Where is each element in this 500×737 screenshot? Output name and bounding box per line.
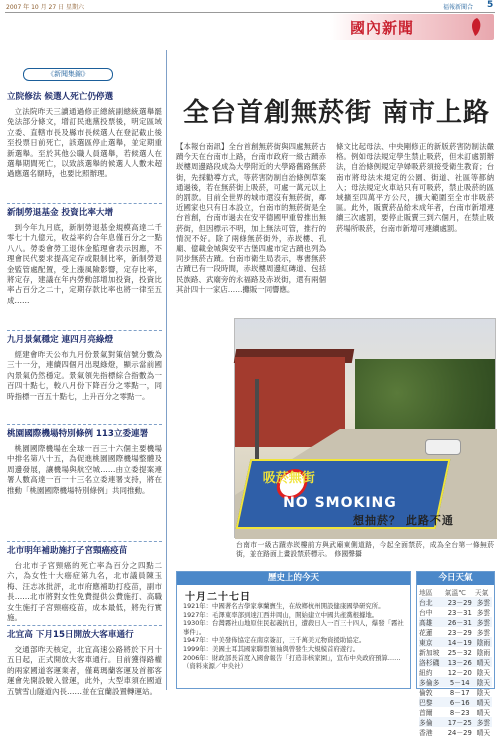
weather-temp: 13－26	[445, 657, 475, 667]
weather-city: 東京	[419, 637, 445, 647]
weather-city: 紐約	[419, 669, 433, 677]
weather-condition: 晴天	[476, 659, 491, 667]
digest-tag: 《新聞集錦》	[23, 68, 113, 81]
digest-title-6: 北宜高 下月15日開放大客車通行	[7, 630, 134, 640]
weather-city: 洛杉磯	[419, 657, 445, 667]
weather-row	[419, 617, 492, 627]
weather-row	[419, 627, 492, 637]
weather-condition: 多雲	[476, 619, 491, 627]
weather-header-region: 地區	[419, 589, 433, 597]
sign-english-text: NO SMOKING	[283, 495, 397, 511]
digest-title-4: 桃園國際機場特別條例 113立委連署	[7, 429, 149, 439]
weather-row	[419, 707, 492, 717]
history-title: 歷史上的今天	[177, 572, 410, 585]
history-list	[183, 602, 409, 671]
history-item: 1930年：台灣霧社山地原住民起義抗日，遭殺日人一百三十四人，爆發「霧社事件」。	[183, 619, 404, 636]
divider	[7, 203, 162, 204]
weather-row	[419, 657, 492, 667]
weather-city: 新加坡	[419, 649, 440, 657]
history-date: 十月二十七日	[185, 592, 251, 603]
weather-row	[419, 647, 492, 657]
weather-city: 台中	[419, 609, 433, 617]
weather-condition: 多雲	[476, 719, 491, 727]
weather-temp: 23－31	[447, 609, 472, 617]
article-narrow-column	[176, 266, 230, 562]
history-item: 2006年：財政部長首度入國會報告「打造非核家園」，宣布中央政府預算……（資料來源／中央社）	[183, 653, 401, 670]
weather-title: 今日天氣	[417, 572, 494, 585]
history-item: 1999年：美國土耳其國家聯盟領袖與曾發生大規模首府遊行。	[183, 645, 360, 654]
weather-box	[416, 571, 495, 737]
divider	[7, 625, 162, 626]
weather-condition: 晴天	[476, 699, 491, 707]
history-box	[176, 571, 411, 689]
weather-temp: 8－23	[449, 709, 470, 717]
weather-row	[419, 677, 492, 687]
photo-overlay-title: 想抽菸？ 此路不通	[353, 514, 454, 527]
divider	[7, 541, 162, 542]
weather-condition: 晴天	[476, 709, 491, 717]
publication-name: 福報新聞合	[443, 4, 474, 11]
digest-body-2: 到今年九月底，新制勞退基金規模高達二千零七十九億元，收益率約合年息僅百分之一點八八。勞委會勞工退休金監理會表示因應，不理會民代要求提高定存或限制比率，新制勞退金監管處配置，受上漲風險影響，定存比率，將定存，建議在年内勞動部增加投資，投資比率占百分之二十，定期存款比率也將一律至五成……	[7, 223, 162, 305]
weather-header-condition: 天氣	[474, 589, 489, 597]
digest-title-1: 立院修法 候選人死亡仍停選	[7, 92, 114, 102]
weather-row	[419, 637, 492, 647]
weather-condition: 陰天	[476, 689, 491, 697]
section-header	[330, 14, 494, 40]
weather-temp: 17－25	[445, 717, 475, 727]
weather-header-temp: 氣溫℃	[444, 589, 466, 597]
news-digest-column	[5, 60, 165, 696]
taiwan-map-icon	[468, 17, 484, 37]
car	[425, 439, 461, 455]
digest-title-5: 北市明年補助施打子宮頸癌疫苗	[7, 546, 128, 556]
weather-row	[419, 717, 492, 727]
weather-condition: 陰雨	[476, 649, 491, 657]
weather-row	[419, 697, 492, 707]
photo-caption: 台南市一級古蹟赤崁樓前方與武廟東側道路，今起全面禁菸，成為全台第一條無菸街，並在路面上畫設禁菸標示。 修國聲攝	[236, 541, 494, 559]
weather-city: 多倫多	[419, 677, 445, 687]
weather-temp: 23－29	[445, 597, 475, 607]
digest-title-3: 九月景氣穩定 連四月亮綠燈	[7, 335, 114, 345]
weather-city: 高雄	[419, 617, 445, 627]
weather-row	[419, 687, 492, 697]
weather-temp: 26－31	[445, 617, 475, 627]
weather-temp: 5－14	[445, 677, 475, 687]
weather-temp: 25－32	[447, 649, 472, 657]
history-item: 1921年：中國著名古學家拿蘭竇生，在故鄉杭州開設健康國學研究所。	[183, 602, 385, 610]
news-photo	[234, 318, 496, 538]
weather-row	[419, 607, 492, 617]
digest-body-3: 經建會昨天公布九月份景氣對策信號分數為三十一分，連續四個月出現綠燈，顯示當前國內景氣仍然穩定。景氣領先指標綜合指數為一百四十點七，較八月份下降百分之零點一，同時指標一百五十點七，上升百分之零點一。	[7, 350, 162, 401]
article-right-column: 條文比起母法、中央剛修正的新版菸害防制法嚴格。例如母法規定學生禁止吸菸，但未訂處罰辦法，自治條例規定孕婦吸菸須接受衛生教育；台南市將母法未規定的公園、街道、社區等都納入；母法規定火車站只有可吸菸，禁止吸菸的區域擴至四萬平方公尺，擴大範圍至全市非吸菸區。此外，販賣菸品給未成年者，台南市新增連續三次處罰，要停止販賣三到六個月，在禁止吸菸場所吸菸，台南市新增可連續處罰。	[336, 142, 494, 233]
history-item: 1927年：毛澤東率部到達江西井岡山，開始建立中國共產黨根據地。	[183, 610, 379, 619]
weather-city: 倫敦	[419, 689, 433, 697]
column-divider	[166, 50, 167, 690]
weather-condition: 多雲	[476, 599, 491, 607]
weather-city: 巴黎	[419, 697, 445, 707]
weather-temp: 14－19	[445, 637, 475, 647]
weather-condition: 晴天	[476, 729, 491, 737]
sign-chinese-text: 吸菸無街	[262, 471, 315, 486]
weather-condition: 多雲	[476, 609, 491, 617]
main-headline: 全台首創無菸街 南市上路	[183, 98, 491, 128]
page-number: 5	[487, 0, 494, 10]
digest-title-2: 新制勞退基金 投資比率大增	[7, 208, 114, 218]
weather-row	[419, 667, 492, 677]
weather-city: 多倫	[419, 717, 445, 727]
weather-temp: 12－20	[447, 669, 472, 677]
weather-row	[419, 727, 492, 737]
lamp-post	[255, 379, 259, 459]
divider	[7, 330, 162, 331]
digest-body-4: 桃園國際機場在全球一百三十六個主要機場中排名第八十五，為促進桃園國際機場整體及周邊發展，讓機場與航空城……由立委提案連署人數高達一百一十三名立委連署支持，將在推動「桃園國際機場特別條例」共同推動。	[7, 444, 162, 495]
weather-city: 首爾	[419, 709, 433, 717]
weather-city: 花蓮	[419, 629, 433, 637]
weather-row	[419, 597, 492, 607]
issue-date: 2007 年 10 月 27 日 星期六	[6, 4, 84, 11]
weather-city: 台北	[419, 597, 445, 607]
divider	[7, 424, 162, 425]
weather-condition: 陰天	[476, 679, 491, 687]
weather-condition: 陰雨	[476, 639, 491, 647]
weather-temp: 8－17	[449, 689, 470, 697]
digest-body-6: 交通部昨天核定，北宜高速公路將於下月十五日起，正式開放大客車通行。目前獲得路權的兩家國道客運業者，僅葛瑪蘭客運及首都客運會先開設駛入營運，此外，大型車須在國道五號雪山隧道內長……並在宜蘭設置轉運站。	[7, 645, 162, 696]
weather-city: 香港	[419, 729, 433, 737]
article-intro: 【本報台南訊】全台首創無菸街與四處無菸古蹟今天在台南市上路，台南市政府一級古蹟赤崁樓周邊路段成為大學附近的大學路舊路無菸街，先採勸導方式，等菸害防制自治條例草案通過後，若在無菸街上吸菸，可處一萬元以上的罰款。目前全世界的城市還沒有無菸街，鄰近國家也只有日本設立，台南市的無菸街是全台首創，台南市過去在安平德國甲重曾推出無菸街，但因標示不明，加上無法可管，推行的情況不好。除了兩條無菸街外，赤崁樓、孔廟、億載金城與安平古堡四處市定古蹟也列為同步無菸古蹟。台南市衛生局表示，專書無菸古蹟已有一段時間，赤崁樓周邊紅磚道、包括民族路、武廟旁的永福路及赤崁街，還有兩個其計四十一家店……攤販一同響應。	[176, 142, 326, 294]
weather-condition: 多雲	[476, 629, 491, 637]
weather-temp: 24－29	[447, 729, 472, 737]
history-item: 1947年：中美發佈協定在南京簽訂，三千萬美元物資援助協定。	[183, 636, 366, 645]
weather-table	[419, 587, 492, 737]
weather-temp: 6－16	[445, 697, 475, 707]
section-title: 國內新聞	[350, 19, 415, 37]
weather-condition: 陰天	[476, 669, 491, 677]
top-bar	[0, 0, 500, 12]
temple-wall	[235, 357, 345, 447]
digest-body-5: 台北市子宮頸癌的死亡率為百分之四點二六，為女性十大癌症第九名，北市議員陳玉梅、汪志冰批評，北市府應補助打疫苗，副市長……北市將對女性免費提供公費施打、高職女生施打子宮頸癌疫苗，成本最低，將先行實施。	[7, 561, 162, 623]
weather-temp: 23－29	[447, 629, 472, 637]
top-rule	[5, 12, 495, 13]
digest-body-1: 立法院昨天三讀通過修正總統副總統選舉罷免法部分條文，增訂民進黨投票後，明定區域立委、直轄市長及縣市長候選人在登記截止後至投票日前死亡，該選區停止選舉，並定期重新選舉。至於其他公職人員選舉，若候選人在選舉期間死亡，以致該選舉的候選人人數未超過應選名額時，也要比照辦理。	[7, 107, 162, 179]
